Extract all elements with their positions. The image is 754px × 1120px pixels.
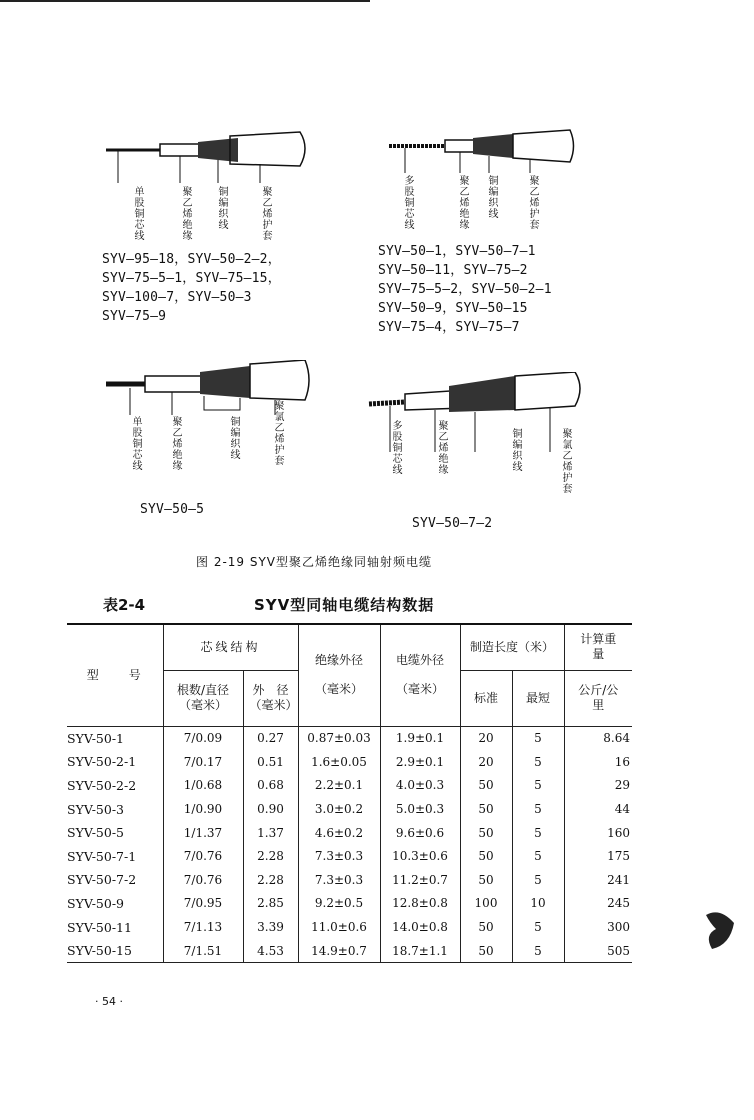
cell-strands-diameter: 7/0.95 (163, 892, 243, 916)
header-length-min: 最短 (512, 670, 564, 726)
cell-outer-diameter: 4.53 (243, 939, 298, 963)
cell-length-standard: 50 (460, 868, 512, 892)
cell-strands-diameter: 7/0.76 (163, 844, 243, 868)
cell-cable-od: 11.2±0.7 (380, 868, 460, 892)
cell-strands-diameter: 7/1.51 (163, 939, 243, 963)
table-row (67, 939, 632, 963)
cell-length-min: 5 (512, 844, 564, 868)
cell-strands-diameter: 1/1.37 (163, 821, 243, 845)
table-row (67, 797, 632, 821)
cable-1-models: SYV—95—18，SYV—50—2—2， SYV—75—5—1，SYV—75—15， SYV—100—7，SYV—50—3 SYV—75—9 (102, 252, 281, 324)
cable-3-models: SYV—50—5 (140, 502, 205, 517)
cell-insulation-od: 7.3±0.3 (298, 844, 380, 868)
cable-4-models: SYV—50—7—2 (412, 516, 493, 531)
cell-length-min: 5 (512, 821, 564, 845)
cell-cable-od: 14.0±0.8 (380, 915, 460, 939)
cell-model: SYV-50-2-1 (67, 750, 163, 774)
cell-insulation-od: 11.0±0.6 (298, 915, 380, 939)
cable-3-label-core: 单股铜芯线 (130, 416, 141, 471)
cell-model: SYV-50-2-2 (67, 774, 163, 798)
table-body (67, 726, 632, 963)
cell-length-min: 5 (512, 915, 564, 939)
cell-insulation-od: 9.2±0.5 (298, 892, 380, 916)
top-rule (0, 0, 370, 2)
cable-1-label-jacket: 聚乙烯护套 (260, 186, 271, 241)
header-weight: 计算重量 (564, 624, 632, 670)
cell-length-min: 10 (512, 892, 564, 916)
cell-weight: 160 (607, 825, 630, 840)
cable-2-models: SYV—50—1，SYV—50—7—1 SYV—50—11，SYV—75—2 SYV—75—5—2，SYV—50—2—1 SYV—50—9，SYV—50—15 SYV—75—4，SYV—75—7 (378, 244, 552, 335)
table-row (67, 774, 632, 798)
cell-insulation-od: 0.87±0.03 (298, 726, 380, 750)
header-outer-diameter: 外 径（毫米） (243, 670, 298, 726)
header-strands-diameter: 根数/直径（毫米） (163, 670, 243, 726)
cell-length-standard: 50 (460, 821, 512, 845)
table-header (67, 624, 632, 726)
cable-1-label-insulation: 聚乙烯绝缘 (180, 186, 191, 241)
cell-length-standard: 50 (460, 844, 512, 868)
cell-cable-od: 9.6±0.6 (380, 821, 460, 845)
cell-cable-od: 5.0±0.3 (380, 797, 460, 821)
cable-3-label-braid: 铜编织线 (228, 416, 239, 460)
cell-length-min: 5 (512, 939, 564, 963)
table-row (67, 821, 632, 845)
cell-strands-diameter: 7/1.13 (163, 915, 243, 939)
cable-3-label-jacket: 聚氯乙烯护套 (272, 400, 283, 466)
cable-2-label-insulation: 聚乙烯绝缘 (457, 175, 468, 230)
page-number: · 54 · (95, 995, 123, 1008)
cell-strands-diameter: 7/0.76 (163, 868, 243, 892)
cable-4-label-insulation: 聚乙烯绝缘 (436, 420, 447, 475)
cell-strands-diameter: 1/0.90 (163, 797, 243, 821)
table-row (67, 844, 632, 868)
figure-caption: 图 2-19 SYV型聚乙烯绝缘同轴射频电缆 (196, 555, 433, 569)
table-row (67, 892, 632, 916)
cell-weight: 16 (614, 754, 630, 769)
cell-model: SYV-50-1 (67, 726, 163, 750)
table-row (67, 726, 632, 750)
cell-model: SYV-50-7-2 (67, 868, 163, 892)
cell-length-min: 5 (512, 750, 564, 774)
table-row (67, 915, 632, 939)
cell-outer-diameter: 0.68 (243, 774, 298, 798)
cell-weight: 29 (614, 778, 630, 793)
header-model: 型 号 (67, 624, 163, 726)
cell-length-min: 5 (512, 726, 564, 750)
cell-weight: 505 (564, 939, 632, 963)
cell-insulation-od: 14.9±0.7 (298, 939, 380, 963)
cell-cable-od: 1.9±0.1 (380, 726, 460, 750)
header-insulation-od: 绝缘外径 （毫米） (298, 624, 380, 726)
cable-1-drawing (100, 128, 320, 183)
cell-length-standard: 50 (460, 774, 512, 798)
cell-model: SYV-50-11 (67, 915, 163, 939)
header-length: 制造长度（米） (460, 624, 564, 670)
cell-weight: 44 (614, 802, 630, 817)
cell-model: SYV-50-5 (67, 821, 163, 845)
cable-4-label-core: 多股铜芯线 (390, 420, 401, 475)
header-cable-od: 电缆外径 （毫米） (380, 624, 460, 726)
cable-1-label-core: 单股铜芯线 (132, 186, 143, 241)
cell-length-min: 5 (512, 868, 564, 892)
cell-outer-diameter: 0.27 (243, 726, 298, 750)
cell-length-standard: 20 (460, 750, 512, 774)
cell-length-min: 5 (512, 774, 564, 798)
cable-2-label-jacket: 聚乙烯护套 (527, 175, 538, 230)
cell-outer-diameter: 2.85 (243, 892, 298, 916)
cell-cable-od: 18.7±1.1 (380, 939, 460, 963)
cell-outer-diameter: 2.28 (243, 868, 298, 892)
cable-1-label-braid: 铜编织线 (216, 186, 227, 230)
cell-weight: 245 (607, 896, 630, 911)
cell-model: SYV-50-9 (67, 892, 163, 916)
cell-weight: 8.64 (603, 731, 630, 746)
cell-outer-diameter: 3.39 (243, 915, 298, 939)
cable-4-label-jacket: 聚氯乙烯护套 (560, 428, 571, 494)
cell-length-standard: 50 (460, 939, 512, 963)
scan-mark (700, 905, 740, 955)
cell-weight: 300 (607, 920, 630, 935)
header-core: 芯线结构 (163, 624, 298, 670)
table-title: SYV型同轴电缆结构数据 (254, 596, 435, 614)
cell-strands-diameter: 1/0.68 (163, 774, 243, 798)
cable-4-label-braid: 铜编织线 (510, 428, 521, 472)
cell-model: SYV-50-7-1 (67, 844, 163, 868)
cell-length-standard: 20 (460, 726, 512, 750)
cable-3-label-insulation: 聚乙烯绝缘 (170, 416, 181, 471)
cell-outer-diameter: 0.90 (243, 797, 298, 821)
cell-model: SYV-50-3 (67, 797, 163, 821)
cell-weight: 241 (607, 872, 630, 887)
cable-2-label-core: 多股铜芯线 (402, 175, 413, 230)
cell-weight: 175 (607, 849, 630, 864)
cell-length-standard: 50 (460, 915, 512, 939)
cell-outer-diameter: 0.51 (243, 750, 298, 774)
table-row (67, 750, 632, 774)
cell-strands-diameter: 7/0.09 (163, 726, 243, 750)
table-number: 表2-4 (103, 596, 146, 614)
cell-cable-od: 12.8±0.8 (380, 892, 460, 916)
cable-2-label-braid: 铜编织线 (486, 175, 497, 219)
cell-insulation-od: 2.2±0.1 (298, 774, 380, 798)
cell-outer-diameter: 1.37 (243, 821, 298, 845)
cell-cable-od: 10.3±0.6 (380, 844, 460, 868)
cell-length-min: 5 (512, 797, 564, 821)
cell-insulation-od: 3.0±0.2 (298, 797, 380, 821)
cable-data-table (67, 623, 632, 963)
header-weight-unit: 公斤/公里 (564, 670, 632, 726)
cable-2-drawing (385, 128, 580, 173)
cell-insulation-od: 4.6±0.2 (298, 821, 380, 845)
cell-cable-od: 4.0±0.3 (380, 774, 460, 798)
table-row (67, 868, 632, 892)
cell-length-standard: 50 (460, 797, 512, 821)
cell-insulation-od: 7.3±0.3 (298, 868, 380, 892)
cell-outer-diameter: 2.28 (243, 844, 298, 868)
cell-length-standard: 100 (460, 892, 512, 916)
cell-cable-od: 2.9±0.1 (380, 750, 460, 774)
cell-strands-diameter: 7/0.17 (163, 750, 243, 774)
header-length-standard: 标准 (460, 670, 512, 726)
cell-model: SYV-50-15 (67, 939, 163, 963)
cell-insulation-od: 1.6±0.05 (298, 750, 380, 774)
